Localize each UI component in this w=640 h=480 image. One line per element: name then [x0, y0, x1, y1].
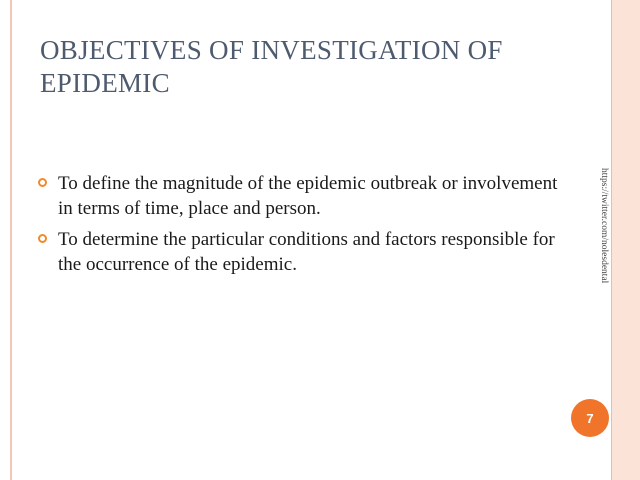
- left-divider-line: [10, 0, 12, 480]
- slide-title: OBJECTIVES OF INVESTIGATION OF EPIDEMIC: [40, 35, 503, 98]
- bullet-text: To determine the particular conditions and factors responsible for the occurrence of the epidemic.: [58, 229, 555, 275]
- bullet-circle-icon: [38, 234, 47, 243]
- bullet-text: To define the magnitude of the epidemic outbreak or involvement in terms of time, place and person.: [58, 173, 558, 219]
- bullet-item: [38, 171, 558, 221]
- bullet-circle-icon: [38, 178, 47, 187]
- page-number-badge: 7: [571, 399, 609, 437]
- bullet-item: [38, 227, 558, 277]
- side-link-text: https://twitter.com/nolesdental: [599, 168, 609, 284]
- right-decorative-band: [612, 0, 640, 480]
- bullet-list: [38, 171, 558, 283]
